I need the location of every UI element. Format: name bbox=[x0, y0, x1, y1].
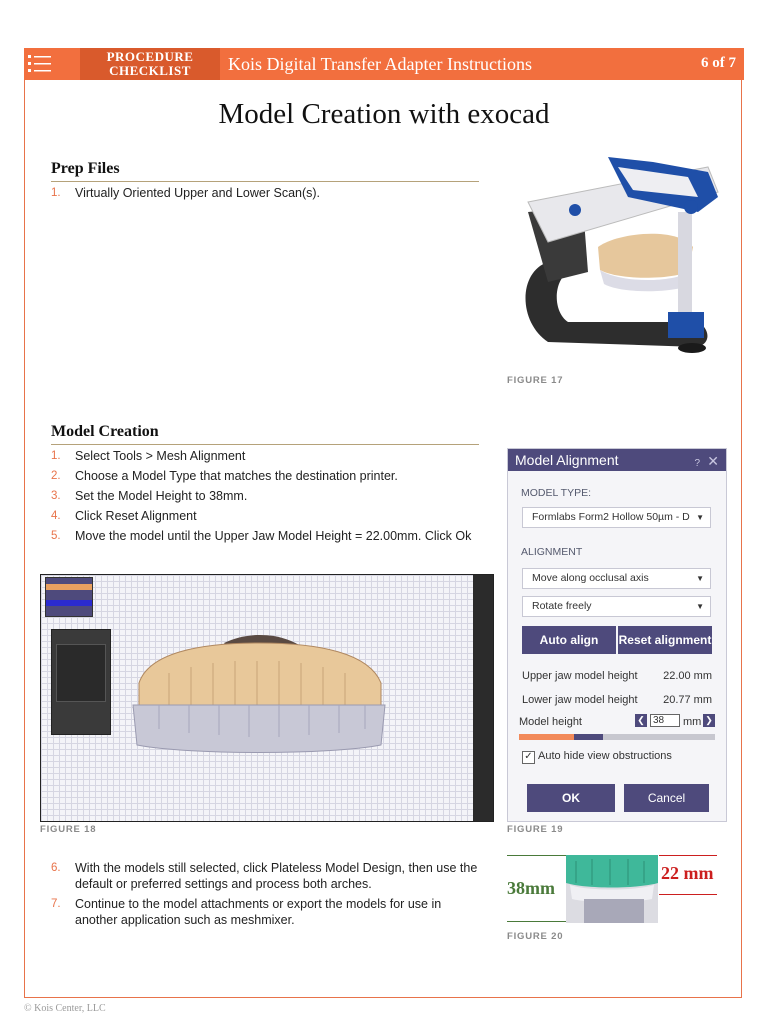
exocad-menu-panel bbox=[45, 577, 93, 617]
help-icon[interactable]: ? bbox=[694, 458, 700, 469]
model-height-image bbox=[566, 855, 658, 923]
auto-hide-label: Auto hide view obstructions bbox=[538, 750, 672, 762]
figure-19-label: FIGURE 19 bbox=[507, 824, 564, 835]
prep-files-heading: Prep Files bbox=[51, 160, 479, 182]
header-banner bbox=[24, 48, 744, 80]
checklist-icon bbox=[24, 48, 56, 80]
cancel-button[interactable]: Cancel bbox=[624, 784, 709, 812]
model-height-input[interactable]: 38 bbox=[650, 714, 680, 727]
model-height-row: Model height ❮ 38 mm ❯ bbox=[519, 716, 715, 728]
list-item: 1. Virtually Oriented Upper and Lower Scan(s). bbox=[51, 186, 321, 200]
rotate-mode-select[interactable]: Rotate freely ▼ bbox=[522, 596, 711, 617]
alignment-label: ALIGNMENT bbox=[521, 546, 583, 558]
page-indicator: 6 of 7 bbox=[701, 55, 736, 71]
increment-icon[interactable]: ❯ bbox=[703, 714, 715, 727]
upper-jaw-height-row: Upper jaw model height 22.00 mm bbox=[522, 670, 712, 682]
model-creation-list bbox=[51, 448, 491, 548]
list-item: 4. Click Reset Alignment bbox=[51, 509, 197, 523]
upper-height-line-bottom bbox=[659, 894, 717, 895]
model-height-slider[interactable] bbox=[519, 734, 715, 740]
figure-20-label: FIGURE 20 bbox=[507, 931, 564, 942]
dialog-header bbox=[508, 449, 726, 471]
auto-hide-checkbox[interactable]: ✓ bbox=[522, 751, 535, 764]
dialog-title: Model Alignment bbox=[515, 452, 619, 468]
section-label-line1: PROCEDURE bbox=[106, 49, 194, 64]
list-item: 3. Set the Model Height to 38mm. bbox=[51, 489, 248, 503]
upper-height-label: 22 mm bbox=[661, 863, 714, 883]
total-height-line-bottom bbox=[507, 921, 567, 922]
list-item: 6. With the models still selected, click Plateless Model Design, then use the default or preferred settings and process both arches. bbox=[51, 861, 478, 891]
model-type-select[interactable]: Formlabs Form2 Hollow 50µm - D ▼ bbox=[522, 507, 711, 528]
exocad-screenshot bbox=[40, 574, 494, 822]
figure-18-label: FIGURE 18 bbox=[40, 824, 97, 835]
list-item: 1. Select Tools > Mesh Alignment bbox=[51, 449, 246, 463]
prep-files-list bbox=[51, 185, 481, 205]
model-type-label: MODEL TYPE: bbox=[521, 487, 592, 499]
lower-jaw-height-row: Lower jaw model height 20.77 mm bbox=[522, 694, 712, 706]
page-title: Model Creation with exocad bbox=[218, 98, 550, 130]
upper-jaw-height-value: 22.00 mm bbox=[663, 670, 712, 682]
exocad-toolbar bbox=[473, 575, 493, 822]
section-label-line2: CHECKLIST bbox=[109, 63, 191, 78]
decrement-icon[interactable]: ❮ bbox=[635, 714, 647, 727]
list-item: 5. Move the model until the Upper Jaw Model Height = 22.00mm. Click Ok bbox=[51, 529, 472, 543]
chevron-down-icon: ▼ bbox=[696, 574, 704, 583]
upper-height-line-top bbox=[659, 855, 717, 856]
procedure-checklist-label bbox=[80, 48, 220, 80]
lower-jaw-height-value: 20.77 mm bbox=[663, 694, 712, 706]
model-alignment-dialog bbox=[507, 448, 727, 822]
copyright-footer: © Kois Center, LLC bbox=[24, 1003, 106, 1014]
doc-title: Kois Digital Transfer Adapter Instructions bbox=[228, 54, 532, 74]
list-item: 7. Continue to the model attachments or export the models for use in another application such as meshmixer. bbox=[51, 897, 442, 927]
chevron-down-icon: ▼ bbox=[696, 602, 704, 611]
model-creation-later-list bbox=[51, 860, 487, 932]
auto-align-button[interactable]: Auto align bbox=[522, 626, 616, 654]
figure-17-label: FIGURE 17 bbox=[507, 375, 564, 386]
close-icon[interactable]: ✕ bbox=[707, 453, 719, 469]
exocad-dialog-panel bbox=[51, 629, 111, 735]
total-height-label: 38mm bbox=[507, 878, 555, 898]
ok-button[interactable]: OK bbox=[527, 784, 615, 812]
total-height-line-top bbox=[507, 855, 567, 856]
reset-alignment-button[interactable]: Reset alignment bbox=[618, 626, 712, 654]
move-mode-select[interactable]: Move along occlusal axis ▼ bbox=[522, 568, 711, 589]
model-creation-heading: Model Creation bbox=[51, 423, 479, 445]
model-height-unit: mm bbox=[683, 716, 702, 728]
dental-arch-model bbox=[129, 633, 389, 757]
chevron-down-icon: ▼ bbox=[696, 513, 704, 522]
articulator-image bbox=[508, 152, 730, 360]
list-item: 2. Choose a Model Type that matches the destination printer. bbox=[51, 469, 398, 483]
